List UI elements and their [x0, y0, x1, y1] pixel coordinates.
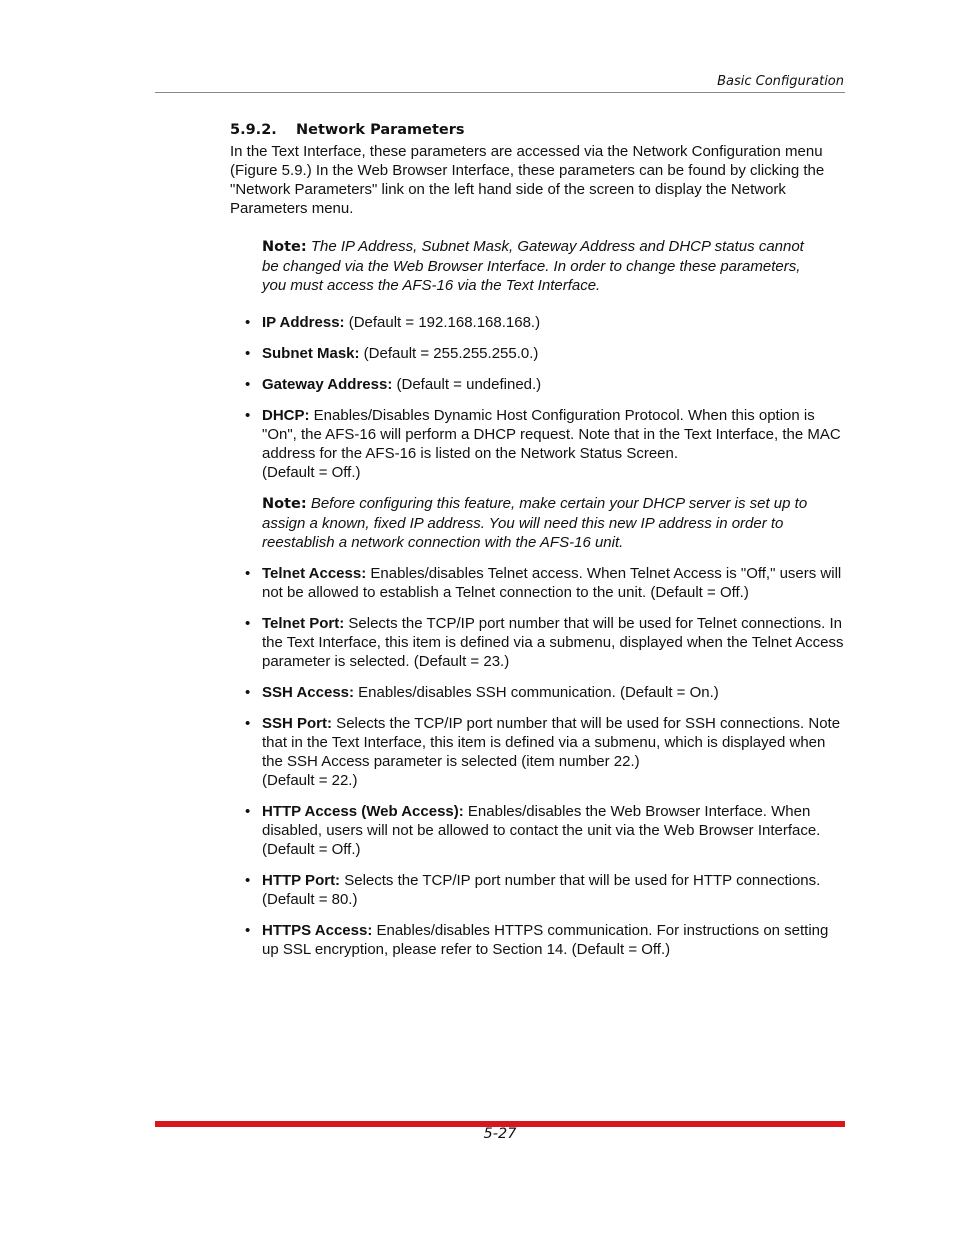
bullet-icon: •	[245, 345, 251, 362]
item-text: Enables/disables SSH communication. (Default = On.)	[354, 684, 719, 701]
item-term: Telnet Access:	[262, 565, 367, 582]
bullet-icon: •	[245, 407, 251, 424]
item-term: SSH Access:	[262, 684, 354, 701]
bullet-icon: •	[245, 565, 251, 582]
bullet-icon: •	[245, 376, 251, 393]
bullet-icon: •	[245, 922, 251, 939]
note-text: Before configuring this feature, make certain your DHCP server is set up to assign a known, fixed IP address. You will need this new IP address in order to reestablish a network connection with the AFS-16 unit.	[262, 495, 808, 551]
bullet-icon: •	[245, 715, 251, 732]
list-item-http-port	[230, 871, 845, 909]
item-default: (Default = 22.)	[262, 772, 358, 789]
note-label: Note:	[262, 239, 307, 255]
list-item-dhcp	[230, 406, 845, 552]
note-box	[262, 494, 822, 552]
list-item-ssh-port	[230, 714, 845, 790]
list-item-ip-address	[230, 313, 845, 332]
bullet-icon: •	[245, 615, 251, 632]
item-term: Subnet Mask:	[262, 345, 360, 362]
item-text: Selects the TCP/IP port number that will be used for Telnet connections. In the Text Interface, this item is defined via a submenu, displayed when the Telnet Access parameter is selected. (Default = 23.)	[262, 615, 844, 670]
header-divider	[155, 92, 845, 93]
section-number: 5.9.2.	[230, 122, 277, 138]
item-term: Telnet Port:	[262, 615, 345, 632]
running-header-title: Basic Configuration	[717, 74, 844, 89]
bullet-icon: •	[245, 803, 251, 820]
bullet-icon: •	[245, 872, 251, 889]
item-default: (Default = Off.)	[262, 464, 361, 481]
section-title: Network Parameters	[296, 122, 465, 138]
list-item-telnet-port	[230, 614, 845, 671]
list-item-subnet-mask	[230, 344, 845, 363]
item-term: DHCP:	[262, 407, 310, 424]
item-text: (Default = undefined.)	[392, 376, 542, 393]
list-item-telnet-access	[230, 564, 845, 602]
item-term: HTTP Port:	[262, 872, 341, 889]
list-item-https-access	[230, 921, 845, 959]
item-text: Selects the TCP/IP port number that will be used for HTTP connections. (Default = 80.)	[262, 872, 821, 908]
parameter-list	[230, 313, 845, 959]
item-text: (Default = 255.255.255.0.)	[359, 345, 539, 362]
item-term: HTTPS Access:	[262, 922, 373, 939]
page-content	[230, 122, 845, 971]
list-item-ssh-access	[230, 683, 845, 702]
item-text: Enables/disables HTTPS communication. For instructions on setting up SSL encryption, please refer to Section 14. (Default = Off.)	[262, 922, 829, 958]
note-box	[262, 237, 822, 295]
section-heading	[230, 122, 845, 138]
page-number: 5-27	[483, 1126, 517, 1142]
intro-paragraph: In the Text Interface, these parameters are accessed via the Network Configuration menu (Figure 5.9.) In the Web Browser Interface, these parameters can be found by clicking the "Network Parameters" link on the left hand side of the screen to display the Network Parameters menu.	[230, 143, 825, 217]
note-label: Note:	[262, 496, 307, 512]
item-term: IP Address:	[262, 314, 345, 331]
item-term: SSH Port:	[262, 715, 333, 732]
item-text: Enables/Disables Dynamic Host Configuration Protocol. When this option is "On", the AFS-16 will perform a DHCP request. Note that in the Text Interface, the MAC address for the AFS-16 is listed on the Network Status Screen.	[262, 407, 841, 462]
item-text: Enables/disables the Web Browser Interface. When disabled, users will not be allowed to contact the unit via the Web Browser Interface. (Default = Off.)	[262, 803, 821, 858]
bullet-icon: •	[245, 314, 251, 331]
item-term: HTTP Access (Web Access):	[262, 803, 464, 820]
item-term: Gateway Address:	[262, 376, 393, 393]
note-text: The IP Address, Subnet Mask, Gateway Address and DHCP status cannot be changed via the Web Browser Interface. In order to change these parameters, you must access the AFS-16 via the Text Interface.	[262, 238, 804, 294]
item-text: (Default = 192.168.168.168.)	[344, 314, 541, 331]
item-text: Selects the TCP/IP port number that will be used for SSH connections. Note that in the Text Interface, this item is defined via a submenu, which is displayed when the SSH Access parameter is selected (item number 22.)	[262, 715, 841, 770]
list-item-http-access	[230, 802, 845, 859]
item-text: Enables/disables Telnet access. When Telnet Access is "Off," users will not be allowed to establish a Telnet connection to the unit. (Default = Off.)	[262, 565, 842, 601]
bullet-icon: •	[245, 684, 251, 701]
list-item-gateway-address	[230, 375, 845, 394]
